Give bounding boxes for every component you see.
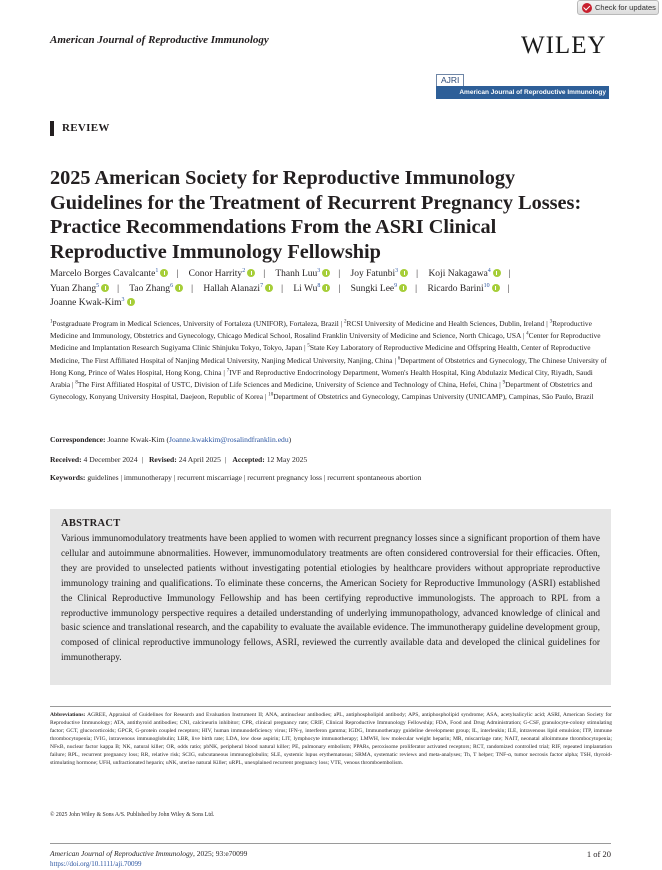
keywords-list: guidelines | immunotherapy | recurrent miscarriage | recurrent pregnancy loss | recurrent spontaneous abortion [87, 473, 422, 482]
correspondence-name: Joanne Kwak-Kim [107, 435, 165, 444]
divider [50, 706, 611, 707]
affiliation-number: 2 [344, 319, 347, 325]
accepted-label: Accepted: [232, 455, 265, 464]
abstract-box [50, 509, 611, 685]
orcid-icon[interactable] [399, 284, 407, 292]
author[interactable] [293, 284, 330, 294]
author-name: Hallah Alanazi [203, 283, 261, 294]
copyright-notice: © 2025 John Wiley & Sons A/S. Published by John Wiley & Sons Ltd. [50, 812, 215, 818]
affiliation: Postgraduate Program in Medical Sciences, University of Fortaleza (UNIFOR), Fortaleza, Brazil [52, 319, 339, 328]
author-separator: | [117, 283, 120, 294]
orcid-icon[interactable] [322, 284, 330, 292]
orcid-icon[interactable] [493, 269, 501, 277]
author-affiliation-ref: 1 [155, 267, 159, 274]
affiliation-separator: | [394, 355, 396, 365]
affiliation: The First Affiliated Hospital of USTC, Division of Life Sciences and Medicine, University of Science and Technology of China, Hefei, China [77, 380, 498, 390]
affiliation-number: 7 [226, 368, 230, 374]
orcid-icon[interactable] [492, 284, 500, 292]
affiliation-number: 6 [397, 356, 401, 362]
abstract-text: Various immunomodulatory treatments have been applied to women with recurrent pregnancy losses since a significant proportion of them have cellular and autoimmune abnormalities. However, immunomodulatory treatments are often considered controversial for their efficacies. Often, they are provided to unselected patients without investigating potential etiologies by healthcare providers without appropriate reproductive immunology training and qualifications. To eliminate these concerns, the American Society for Reproductive Immunology (ASRI) established the Clinical Reproductive Immunology Fellowship and has been certifying reproductive immunologists. The approach to RPL from a reproductive immunology perspective requires a detailed understanding of underlying immunopathology, advanced knowledge of clinical and basic science and translational research, and the capability to evaluate the available evidence. The immunotherapy guideline development group, composed of clinical reproductive immunology fellows, ASRI, reviewed the currently available data and developed the clinical guidelines for immunotherapy. [61, 534, 600, 664]
affiliation-number: 4 [526, 331, 529, 337]
abbreviations [50, 712, 612, 768]
author-separator: | [281, 283, 283, 294]
received-label: Received: [50, 455, 82, 464]
affiliation-separator: | [340, 319, 343, 328]
author-affiliation-ref: 3 [395, 267, 399, 274]
author[interactable] [50, 284, 109, 294]
revised-label: Revised: [148, 455, 177, 464]
revised-date: 24 April 2025 [178, 455, 221, 464]
author-affiliation-ref: 4 [487, 267, 491, 274]
author-affiliation-ref: 8 [317, 282, 321, 289]
author-separator: | [416, 269, 419, 279]
author-affiliation-ref: 10 [483, 282, 490, 289]
affiliation-number: 8 [75, 380, 78, 386]
article-type-label: REVIEW [50, 121, 110, 136]
author-affiliation-ref: 9 [394, 282, 398, 289]
author[interactable] [351, 284, 408, 294]
doi-link[interactable]: https://doi.org/10.1111/aji.70099 [50, 860, 142, 868]
author-separator: | [507, 283, 510, 294]
author-name: Joy Fatunbi [350, 269, 396, 279]
keywords-label: Keywords: [50, 473, 86, 482]
author-name: Joanne Kwak-Kim [50, 298, 122, 308]
orcid-icon[interactable] [160, 269, 168, 277]
affiliation: Department of Obstetrics and Gynecology, Konyang University Hospital, Daejeon, Republic of Korea [50, 380, 593, 402]
author[interactable] [50, 269, 168, 279]
footer-divider [50, 843, 611, 844]
affiliation-separator: | [522, 331, 525, 341]
author-name: Sungki Lee [350, 283, 395, 294]
check-updates-icon [582, 3, 592, 13]
affiliation: State Key Laboratory of Reproductive Medicine and Offspring Health, Center of Reproductive Medicine, The First Affiliated Hospital of Nanjing Medical University, Nanjing Medical University, Nanjing, China [50, 343, 591, 365]
author-affiliation-ref: 3 [317, 267, 321, 274]
affiliation-separator: | [264, 392, 267, 402]
affiliation: RCSI University of Medicine and Health Sciences, Dublin, Ireland [346, 319, 545, 328]
correspondence: Correspondence: Joanne Kwak-Kim (Joanne.kwakkim@rosalindfranklin.edu) [50, 435, 292, 444]
author-name: Ricardo Barini [427, 283, 484, 294]
affiliation: Department of Obstetrics and Gynecology, Campinas University (UNICAMP), Campinas, São Paulo, Brazil [273, 392, 594, 402]
received-date: 4 December 2024 [83, 455, 138, 464]
orcid-icon[interactable] [322, 269, 330, 277]
date-separator: | [141, 455, 144, 464]
affiliation: IVF and Reproductive Endocrinology Department, Women's Health Hospital, King Abdulaziz Medical City, Riyadh, Saudi Arabia [50, 367, 593, 390]
abbreviations-text: AGREE, Appraisal of Guidelines for Research and Evaluation Instrument II; ANA, antinuclear antibodies; aPL, antiphospholipid antibody; APS, antiphospholipid syndrome; ASA, acetylsalicylic acid; ASRI, American Society for Reproductive Immunology; ATA, antithyroid antibodies; CNI, calcineurin inhibitor; CPR, clinical pregnancy rate; CRIF, Clinical Reproductive Immunology Fellowship; FDA, Food and Drug Administration; G-CSF, granulocyte-colony stimulating factor; GCT, glucocorticoids; GPCR, G-protein coupled receptors; HIV, human immunodeficiency virus; IFN-γ, interferon gamma; IGDG, Immunotherapy guideline development group; IL, interleukin; ILE, intravenous lipid emulsion; ITP, immune thrombocytopenia; IVIG, intravenous immunoglobulin; LBR, live birth rate; LDA, low dose aspirin; LIT, lymphocyte immunotherapy; LMWH, low molecular weight heparin; MR, miscarriage rate; NAIT, neonatal alloimmune thrombocytopenia; NFκB, nuclear factor kappa B; NK, natural killer; OR, odds ratio; pbNK, peripheral blood natural killer; PE, pulmonary embolism; PPARs, peroxisome proliferator activated receptors; RCT, randomized controlled trial; RIF, repeated implantation failure; RPL, recurrent pregnancy loss; RR, relative risk; SCIG, subcutaneous immunoglobulin; SLE, systemic lupus erythematosus; SRMA, systematic reviews and meta-analyses; Th, T helper; TNF-α, tumor necrosis factor alpha; TSH, thyroid-stimulating hormone; UFH, unfractionated heparin; uNK, uterine natural Killer; uRPL, unexplained recurrent pregnancy loss; VTE, venous thromboembolism. [50, 712, 612, 766]
author-separator: | [415, 283, 418, 294]
orcid-icon[interactable] [101, 284, 109, 292]
author-affiliation-ref: 3 [121, 296, 125, 303]
author-name: Thanh Luu [275, 269, 318, 279]
author-affiliation-ref: 5 [96, 282, 100, 289]
footer-citation [50, 849, 247, 858]
orcid-icon[interactable] [175, 284, 183, 292]
correspondence-label: Correspondence: [50, 435, 106, 444]
author[interactable] [275, 269, 330, 279]
author-name: Tao Zhang [129, 283, 171, 294]
author-separator: | [338, 283, 341, 294]
publisher-logo: WILEY [521, 32, 607, 59]
author-list [50, 267, 620, 311]
ajri-logo [436, 74, 609, 100]
check-for-updates-label: Check for updates [595, 3, 656, 12]
ajri-logo-abbr: AJRI [436, 74, 464, 87]
article-dates [50, 455, 307, 464]
ajri-logo-full: American Journal of Reproductive Immunology [436, 86, 609, 99]
author[interactable] [129, 284, 183, 294]
abstract-heading: ABSTRACT [61, 518, 121, 529]
affiliation-number: 5 [307, 343, 310, 349]
abbreviations-label: Abbreviations: [50, 712, 86, 718]
journal-name: American Journal of Reproductive Immunology [50, 34, 269, 46]
affiliation: Reproductive Medicine and Immunology, Obstetrics and Gynecology, Chicago Medical School, Rosalind Franklin University of Medicine and Science, North Chicago, USA [50, 319, 592, 341]
check-for-updates-button[interactable] [577, 0, 659, 15]
footer-journal-name: American Journal of Reproductive Immunology [50, 849, 194, 858]
author[interactable] [427, 284, 499, 294]
affiliation-separator: | [71, 380, 74, 390]
date-separator: | [224, 455, 227, 464]
orcid-icon[interactable] [247, 269, 255, 277]
affiliation-separator: | [499, 380, 501, 390]
author-name: Li Wu [293, 283, 318, 294]
author[interactable] [50, 298, 135, 308]
author[interactable] [351, 269, 409, 279]
affiliation: Center for Reproductive Medicine and Implantation Research Sugiyama Clinic Shinjuku Tokyo, Tokyo, Japan [50, 331, 601, 353]
affiliation-number: 10 [268, 392, 274, 398]
author-name: Yuan Zhang [50, 283, 97, 294]
author-affiliation-ref: 7 [260, 282, 264, 289]
author-affiliation-ref: 6 [170, 282, 174, 289]
page-number: 1 of 20 [586, 849, 611, 859]
affiliation-separator: | [304, 343, 306, 353]
affiliation-separator: | [546, 319, 548, 328]
author-separator: | [191, 283, 193, 294]
author-separator: | [508, 269, 511, 279]
affiliation-number: 3 [549, 319, 553, 325]
affiliation-number: 1 [50, 319, 53, 325]
orcid-icon[interactable] [400, 269, 408, 277]
author[interactable] [189, 269, 256, 279]
author-name: Marcelo Borges Cavalcante [50, 269, 156, 279]
footer-volume: , 2025; 93:e70099 [193, 849, 248, 858]
correspondence-email-link[interactable]: Joanne.kwakkim@rosalindfranklin.edu [169, 435, 289, 444]
keywords [50, 473, 421, 482]
affiliation: Department of Obstetrics and Gynecology, The Chinese University of Hong Kong, Prince of Wales Hospital, Hong Kong, China [50, 355, 607, 377]
author-separator: | [263, 269, 266, 279]
orcid-icon[interactable] [127, 298, 135, 306]
orcid-icon[interactable] [265, 284, 273, 292]
author-name: Koji Nakagawa [428, 269, 488, 279]
accepted-date: 12 May 2025 [266, 455, 308, 464]
author-separator: | [176, 269, 179, 279]
author[interactable] [203, 284, 273, 294]
affiliation-list [50, 318, 612, 403]
author[interactable] [428, 269, 500, 279]
article-title: 2025 American Society for Reproductive Immunology Guidelines for the Treatment of Recurrent Pregnancy Losses: Practice Recommendations From the ASRI Clinical Reproductive Immunology Fellowship [50, 167, 582, 263]
affiliation-separator: | [223, 367, 225, 377]
author-affiliation-ref: 2 [242, 267, 246, 274]
affiliation-number: 9 [502, 380, 506, 386]
author-separator: | [338, 269, 341, 279]
author-name: Conor Harrity [188, 269, 243, 279]
